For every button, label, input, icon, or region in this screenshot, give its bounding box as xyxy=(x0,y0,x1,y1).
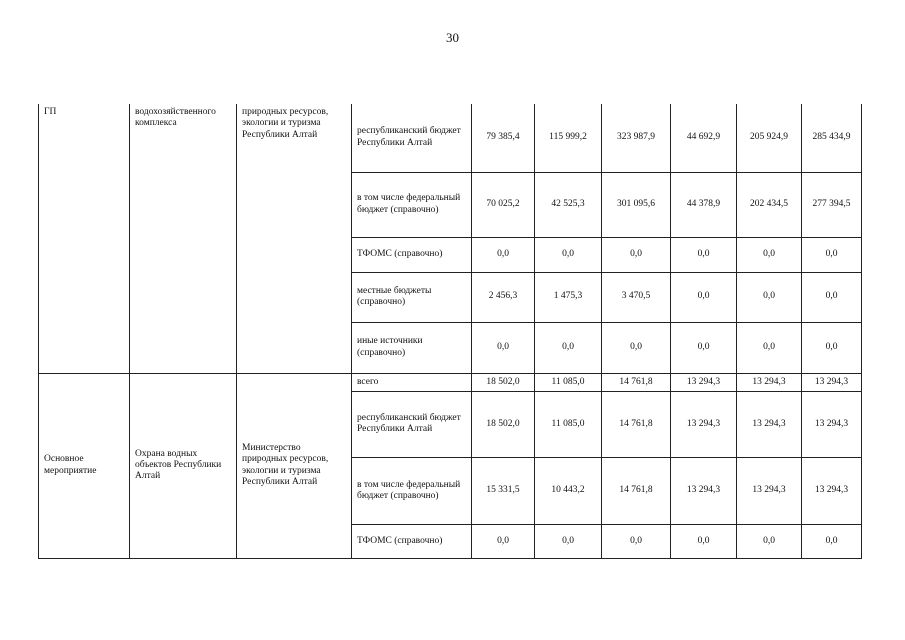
value-cell: 0,0 xyxy=(737,272,802,322)
funding-source-cell: ТФОМС (справочно) xyxy=(352,524,472,558)
value-cell: 13 294,3 xyxy=(671,457,737,524)
value-cell: 205 924,9 xyxy=(737,104,802,172)
value-cell: 15 331,5 xyxy=(472,457,535,524)
program-type-cell: Основное мероприятие xyxy=(39,373,130,558)
funding-source-cell: в том числе федеральный бюджет (справочно) xyxy=(352,172,472,237)
value-cell: 13 294,3 xyxy=(802,391,862,457)
value-cell: 0,0 xyxy=(671,272,737,322)
value-cell: 202 434,5 xyxy=(737,172,802,237)
value-cell: 3 470,5 xyxy=(602,272,671,322)
program-name-cell: водохозяйственного комплекса xyxy=(130,104,237,373)
value-cell: 44 378,9 xyxy=(671,172,737,237)
value-cell: 42 525,3 xyxy=(535,172,602,237)
value-cell: 13 294,3 xyxy=(802,457,862,524)
funding-source-cell: республиканский бюджет Республики Алтай xyxy=(352,104,472,172)
value-cell: 277 394,5 xyxy=(802,172,862,237)
value-cell: 13 294,3 xyxy=(737,373,802,391)
funding-source-cell: местные бюджеты (справочно) xyxy=(352,272,472,322)
value-cell: 0,0 xyxy=(802,272,862,322)
value-cell: 0,0 xyxy=(802,237,862,272)
value-cell: 323 987,9 xyxy=(602,104,671,172)
funding-source-cell: иные источники (справочно) xyxy=(352,322,472,373)
value-cell: 13 294,3 xyxy=(671,373,737,391)
table-row xyxy=(39,104,862,172)
value-cell: 0,0 xyxy=(472,237,535,272)
value-cell: 70 025,2 xyxy=(472,172,535,237)
value-cell: 0,0 xyxy=(535,322,602,373)
value-cell: 14 761,8 xyxy=(602,457,671,524)
value-cell: 18 502,0 xyxy=(472,391,535,457)
funding-source-cell: в том числе федеральный бюджет (справочно) xyxy=(352,457,472,524)
value-cell: 0,0 xyxy=(535,524,602,558)
value-cell: 0,0 xyxy=(737,237,802,272)
executor-cell: Министерство природных ресурсов, экологии и туризма Республики Алтай xyxy=(237,373,352,558)
program-type-cell: ГП xyxy=(39,104,130,373)
budget-table xyxy=(38,104,862,559)
value-cell: 0,0 xyxy=(472,524,535,558)
table-row xyxy=(39,373,862,391)
funding-source-cell: ТФОМС (справочно) xyxy=(352,237,472,272)
value-cell: 0,0 xyxy=(671,524,737,558)
value-cell: 13 294,3 xyxy=(737,391,802,457)
program-name-cell: Охрана водных объектов Республики Алтай xyxy=(130,373,237,558)
value-cell: 2 456,3 xyxy=(472,272,535,322)
value-cell: 0,0 xyxy=(602,322,671,373)
value-cell: 11 085,0 xyxy=(535,391,602,457)
value-cell: 14 761,8 xyxy=(602,391,671,457)
value-cell: 13 294,3 xyxy=(737,457,802,524)
value-cell: 0,0 xyxy=(737,322,802,373)
value-cell: 44 692,9 xyxy=(671,104,737,172)
value-cell: 301 095,6 xyxy=(602,172,671,237)
value-cell: 0,0 xyxy=(802,322,862,373)
value-cell: 13 294,3 xyxy=(802,373,862,391)
value-cell: 0,0 xyxy=(602,524,671,558)
value-cell: 10 443,2 xyxy=(535,457,602,524)
value-cell: 0,0 xyxy=(671,237,737,272)
value-cell: 79 385,4 xyxy=(472,104,535,172)
value-cell: 0,0 xyxy=(472,322,535,373)
funding-source-cell: всего xyxy=(352,373,472,391)
executor-cell: природных ресурсов, экологии и туризма Республики Алтай xyxy=(237,104,352,373)
value-cell: 0,0 xyxy=(671,322,737,373)
value-cell: 13 294,3 xyxy=(671,391,737,457)
value-cell: 1 475,3 xyxy=(535,272,602,322)
value-cell: 0,0 xyxy=(802,524,862,558)
value-cell: 14 761,8 xyxy=(602,373,671,391)
value-cell: 0,0 xyxy=(535,237,602,272)
value-cell: 18 502,0 xyxy=(472,373,535,391)
value-cell: 115 999,2 xyxy=(535,104,602,172)
value-cell: 0,0 xyxy=(737,524,802,558)
page-number: 30 xyxy=(446,30,459,45)
value-cell: 0,0 xyxy=(602,237,671,272)
funding-source-cell: республиканский бюджет Республики Алтай xyxy=(352,391,472,457)
value-cell: 285 434,9 xyxy=(802,104,862,172)
value-cell: 11 085,0 xyxy=(535,373,602,391)
